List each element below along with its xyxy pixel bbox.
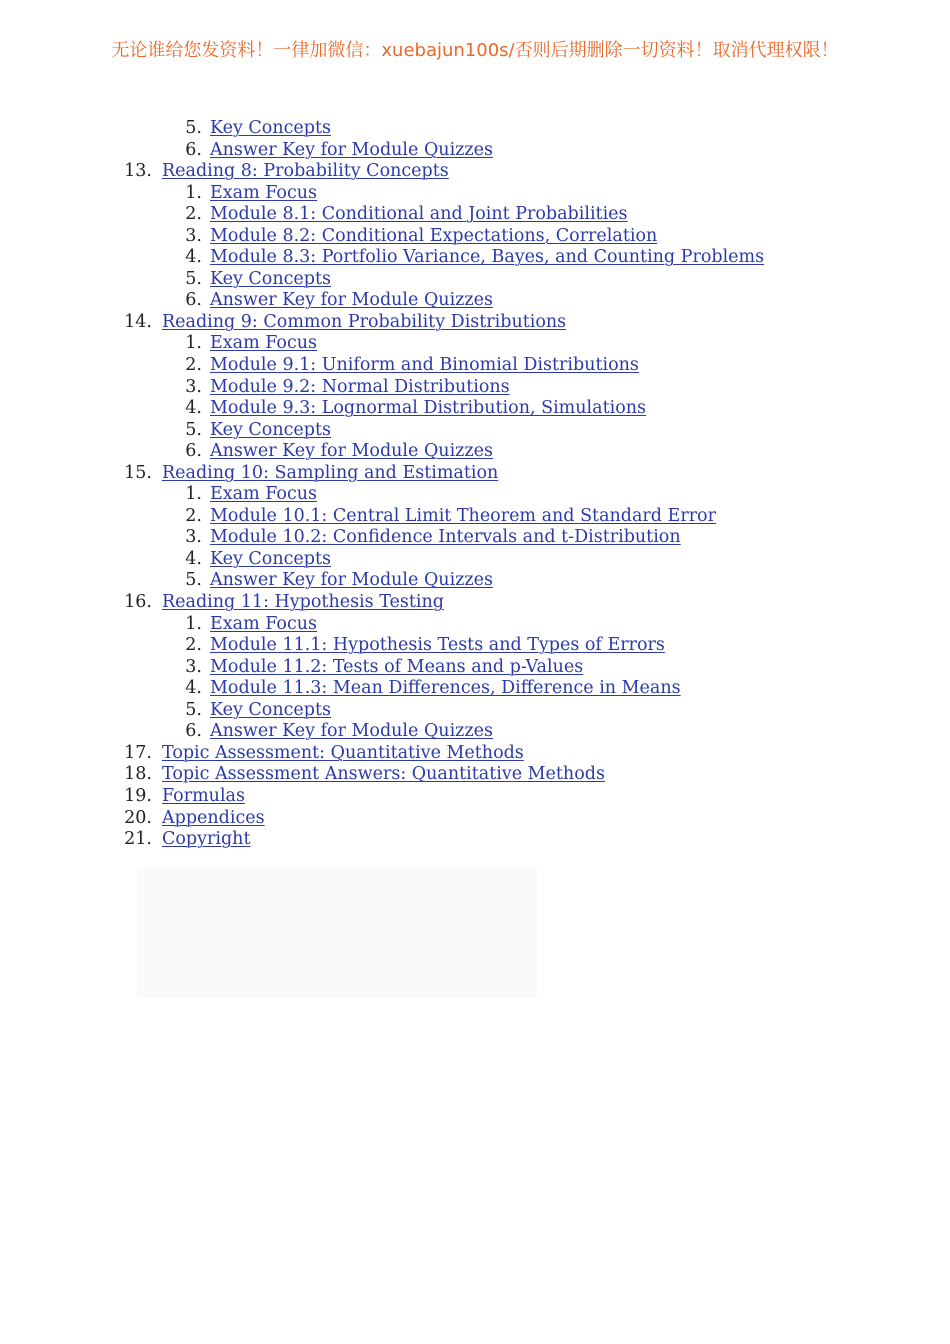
toc-item-link[interactable]: Answer Key for Module Quizzes [210,139,493,160]
toc-item-link[interactable]: Answer Key for Module Quizzes [210,721,493,742]
toc-section-item [0,506,950,528]
toc-item-link[interactable]: Key Concepts [210,419,331,440]
toc-item-number: 4. [185,247,202,268]
toc-item-number: 6. [185,721,202,742]
toc-item-link[interactable]: Module 8.1: Conditional and Joint Probabilities [210,204,628,225]
toc-item-number: 21. [124,829,152,850]
toc-item-number: 2. [185,635,202,656]
toc-item-link[interactable]: Module 8.3: Portfolio Variance, Bayes, and Counting Problems [210,247,765,268]
toc-section-item [0,721,950,743]
toc-section-item [0,700,950,722]
toc-item-link[interactable]: Appendices [162,807,265,828]
toc-item-number: 15. [124,462,152,483]
toc-section-item [0,527,950,549]
toc-item-number: 4. [185,398,202,419]
toc-section-item [0,614,950,636]
toc-item-link[interactable]: Module 11.1: Hypothesis Tests and Types of Errors [210,635,665,656]
toc-item-link[interactable]: Answer Key for Module Quizzes [210,441,493,462]
toc-item-number: 4. [185,678,202,699]
toc-section-item [0,269,950,291]
toc-item-link[interactable]: Key Concepts [210,548,331,569]
toc-section-item [0,420,950,442]
toc-item-number: 16. [124,592,152,613]
toc-item-number: 6. [185,441,202,462]
toc-item-link[interactable]: Key Concepts [210,699,331,720]
toc-section-item [0,355,950,377]
toc-section-item [0,441,950,463]
toc-section-item [0,118,950,140]
toc-item-link[interactable]: Module 11.2: Tests of Means and p-Values [210,656,584,677]
toc-section-item [0,377,950,399]
toc-item-number: 5. [185,699,202,720]
toc-item-number: 14. [124,311,152,332]
toc-item-link[interactable]: Copyright [162,829,251,850]
toc-item-number: 3. [185,376,202,397]
toc-item-number: 18. [124,764,152,785]
toc-item-number: 19. [124,785,152,806]
toc-item-link[interactable]: Topic Assessment: Quantitative Methods [162,742,524,763]
toc-section-item [0,226,950,248]
blank-area [137,868,537,998]
toc-item-link[interactable]: Answer Key for Module Quizzes [210,290,493,311]
toc-chapter-item [0,808,950,830]
toc-chapter-item [0,161,950,183]
toc-item-link[interactable]: Exam Focus [210,613,318,634]
toc-item-number: 3. [185,656,202,677]
toc-item-link[interactable]: Module 9.2: Normal Distributions [210,376,510,397]
toc-item-link[interactable]: Module 10.2: Confidence Intervals and t-Distribution [210,527,681,548]
toc-item-link[interactable]: Module 8.2: Conditional Expectations, Correlation [210,225,658,246]
toc-section-item [0,333,950,355]
toc-section-item [0,398,950,420]
toc-section-item [0,570,950,592]
toc-item-link[interactable]: Exam Focus [210,484,318,505]
toc-section-item [0,549,950,571]
toc-item-link[interactable]: Key Concepts [210,118,331,138]
toc-item-link[interactable]: Reading 10: Sampling and Estimation [162,462,499,483]
toc-section-item [0,247,950,269]
toc-item-number: 4. [185,548,202,569]
toc-item-link[interactable]: Reading 9: Common Probability Distributions [162,311,567,332]
toc-item-link[interactable]: Module 11.3: Mean Differences, Difference in Means [210,678,681,699]
toc-chapter-item [0,829,950,851]
toc-chapter-item [0,463,950,485]
toc-item-link[interactable]: Module 9.1: Uniform and Binomial Distributions [210,355,639,376]
toc-item-link[interactable]: Reading 11: Hypothesis Testing [162,592,444,613]
toc-section-item [0,678,950,700]
toc-item-number: 5. [185,118,202,138]
toc-item-link[interactable]: Module 10.1: Central Limit Theorem and Standard Error [210,505,716,526]
toc-item-number: 1. [185,613,202,634]
toc-item-number: 1. [185,333,202,354]
toc-item-number: 2. [185,355,202,376]
toc-section-item [0,204,950,226]
toc-item-number: 17. [124,742,152,763]
toc-item-number: 2. [185,505,202,526]
toc-chapter-item [0,764,950,786]
table-of-contents [0,118,950,851]
toc-item-number: 6. [185,139,202,160]
toc-item-number: 5. [185,570,202,591]
toc-item-link[interactable]: Answer Key for Module Quizzes [210,570,493,591]
toc-section-item [0,140,950,162]
toc-item-number: 1. [185,484,202,505]
toc-section-item [0,290,950,312]
toc-item-link[interactable]: Formulas [162,785,245,806]
toc-item-link[interactable]: Exam Focus [210,182,318,203]
toc-item-number: 1. [185,182,202,203]
toc-section-item [0,484,950,506]
toc-section-item [0,635,950,657]
watermark-banner: 无论谁给您发资料！一律加微信：xuebajun100s/否则后期删除一切资料！取消代理权限！ [111,40,839,61]
toc-item-number: 5. [185,419,202,440]
toc-chapter-item [0,312,950,334]
toc-item-number: 5. [185,268,202,289]
toc-chapter-item [0,592,950,614]
toc-item-number: 6. [185,290,202,311]
toc-item-number: 13. [124,161,152,182]
toc-item-link[interactable]: Topic Assessment Answers: Quantitative Methods [162,764,605,785]
toc-item-link[interactable]: Key Concepts [210,268,331,289]
toc-item-link[interactable]: Reading 8: Probability Concepts [162,161,449,182]
toc-item-number: 20. [124,807,152,828]
toc-item-link[interactable]: Exam Focus [210,333,318,354]
toc-item-number: 3. [185,225,202,246]
toc-item-number: 2. [185,204,202,225]
toc-section-item [0,183,950,205]
toc-section-item [0,657,950,679]
toc-chapter-item [0,743,950,765]
toc-chapter-item [0,786,950,808]
toc-item-link[interactable]: Module 9.3: Lognormal Distribution, Simulations [210,398,646,419]
toc-item-number: 3. [185,527,202,548]
